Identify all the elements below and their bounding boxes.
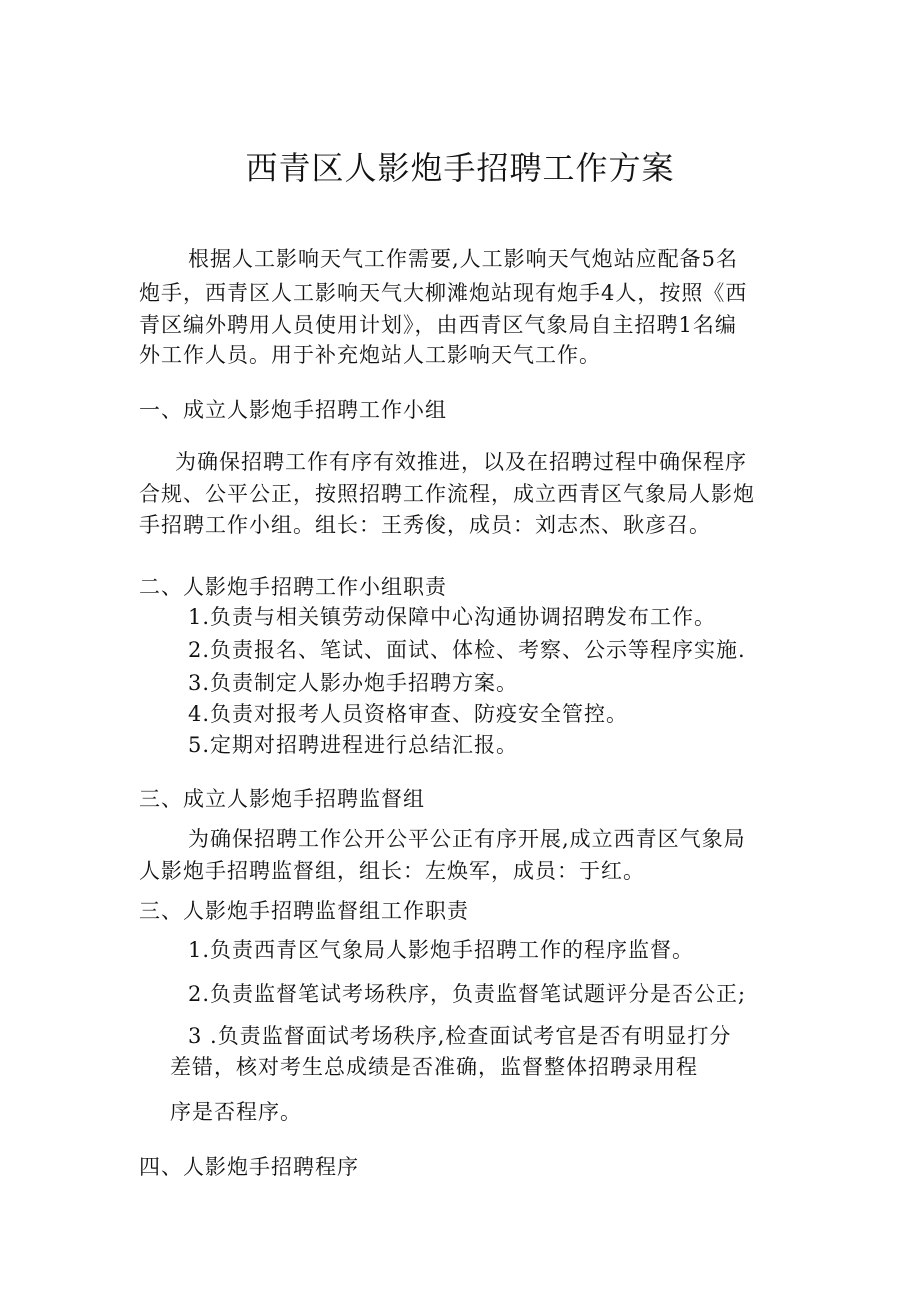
section-1-line-2: 合规、公平公正，按照招聘工作流程，成立西青区气象局人影炮 (139, 482, 755, 506)
section-3b-item-1: 1.负责西青区气象局人影炮手招聘工作的程序监督。 (188, 938, 695, 962)
intro-line-2: 炮手，西青区人工影响天气大柳滩炮站现有炮手4人，按照《西 (139, 281, 748, 305)
section-1-line-1: 为确保招聘工作有序有效推进，以及在招聘过程中确保程序 (175, 450, 747, 474)
section-4-heading: 四、人影炮手招聘程序 (139, 1155, 359, 1179)
document-title: 西青区人影炮手招聘工作方案 (245, 149, 675, 187)
section-1-heading: 一、成立人影炮手招聘工作小组 (139, 398, 447, 422)
section-3b-item-2: 2.负责监督笔试考场秩序，负责监督笔试题评分是否公正; (188, 982, 747, 1006)
intro-line-1: 根据人工影响天气工作需要,人工影响天气炮站应配备5名 (188, 247, 739, 271)
section-3b-item-3-line-2: 差错，核对考生总成绩是否准确，监督整体招聘录用程 (170, 1055, 698, 1079)
section-3b-heading: 三、人影炮手招聘监督组工作职责 (139, 899, 469, 923)
section-1-line-3: 手招聘工作小组。组长：王秀俊，成员：刘志杰、耿彦召。 (139, 513, 711, 537)
section-3-heading: 三、成立人影炮手招聘监督组 (139, 787, 425, 811)
section-3b-item-3-line-3: 序是否程序。 (170, 1100, 302, 1124)
section-2-item: 1.负责与相关镇劳动保障中心沟通协调招聘发布工作。 (188, 605, 717, 629)
section-2-item: 5.定期对招聘进程进行总结汇报。 (188, 733, 519, 757)
intro-line-3: 青区编外聘用人员使用计划》，由西青区气象局自主招聘1名编 (139, 313, 737, 337)
section-2-heading: 二、人影炮手招聘工作小组职责 (139, 575, 447, 599)
section-3b-item-3-line-1: 3 .负责监督面试考场秩序,检查面试考官是否有明显打分 (188, 1024, 732, 1048)
section-2-item: 4.负责对报考人员资格审查、防疫安全管控。 (188, 702, 629, 726)
intro-line-4: 外工作人员。用于补充炮站人工影响天气工作。 (139, 343, 601, 367)
section-3-line-1: 为确保招聘工作公开公平公正有序开展,成立西青区气象局 (188, 827, 746, 851)
section-2-item: 2.负责报名、笔试、面试、体检、考察、公示等程序实施. (188, 638, 746, 662)
section-2-item: 3.负责制定人影办炮手招聘方案。 (188, 671, 519, 695)
section-3-line-2: 人影炮手招聘监督组，组长：左焕军，成员：于红。 (139, 859, 645, 883)
